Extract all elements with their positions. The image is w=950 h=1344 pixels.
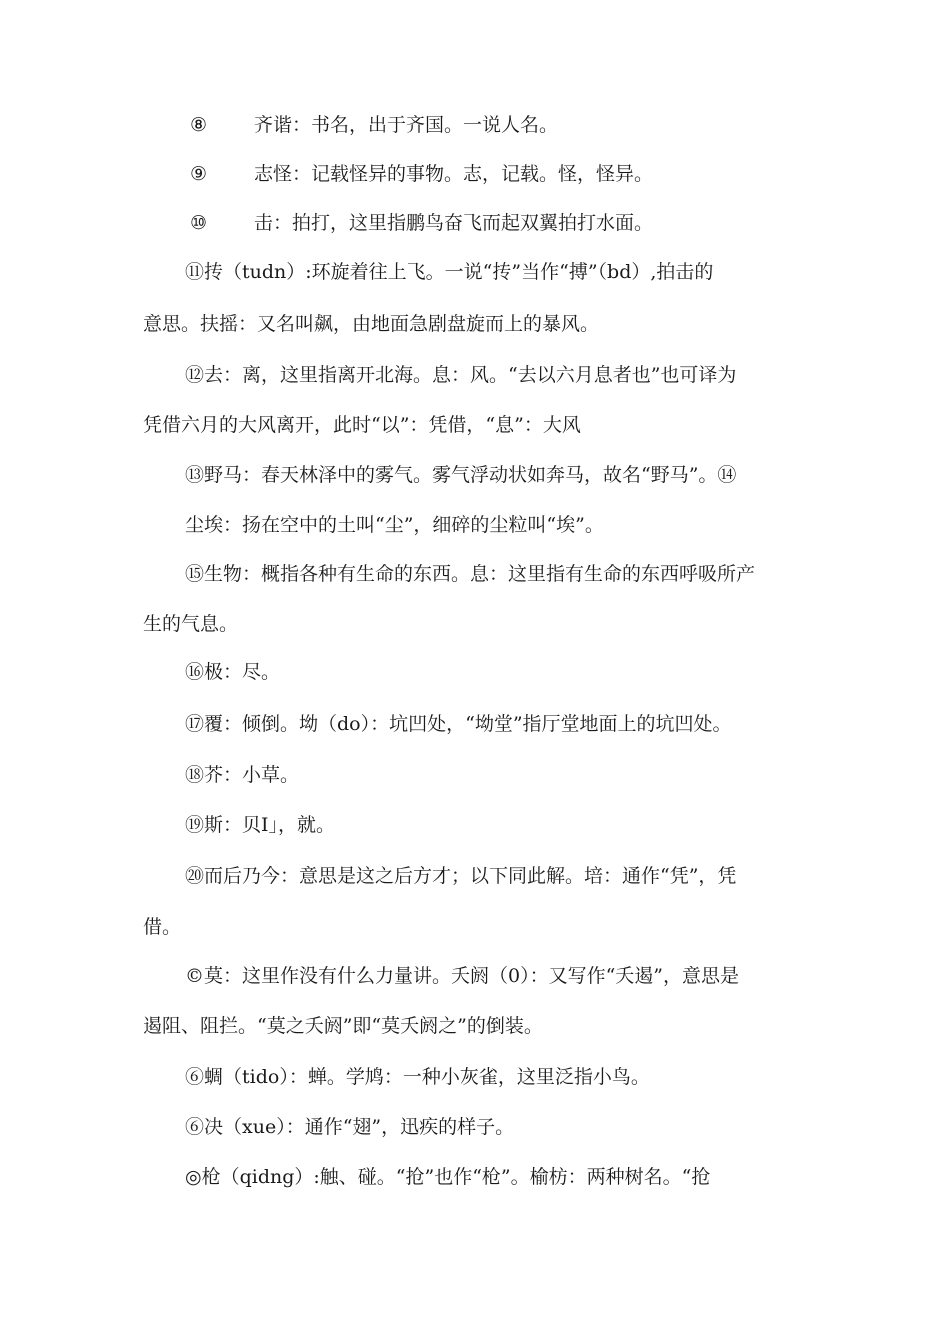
- note-number: ⑩: [190, 212, 208, 234]
- text-line: ⑲斯：贝I」，就。: [185, 814, 336, 836]
- note-text: 齐谐：书名，出于齐国。一说人名。: [254, 114, 559, 136]
- text-line: 凭借六月的大风离开，此时“以”：凭借，“息”：大风: [143, 414, 581, 436]
- note-9: [190, 161, 653, 187]
- text-line: ⑯极：尽。: [185, 661, 281, 683]
- text-line: ⑮生物：概指各种有生命的东西。息：这里指有生命的东西呼吸所产: [185, 563, 756, 585]
- note-8: [190, 112, 558, 138]
- text-line: 意思。扶摇：又名叫飙，由地面急剧盘旋而上的暴风。: [143, 313, 600, 335]
- text-line: 遏阻、阻拦。“莫之夭阏”即“莫夭阏之”的倒装。: [143, 1015, 543, 1037]
- text-line: ⑥蜩（tido）：蝉。学鸠：一种小灰雀，这里泛指小鸟。: [185, 1066, 650, 1088]
- text-line: 生的气息。: [143, 613, 239, 635]
- text-line: ⑥决（xue）：通作“翅”，迅疾的样子。: [185, 1116, 515, 1138]
- text-line: ⑱芥：小草。: [185, 764, 300, 786]
- text-line: ©莫：这里作没有什么力量讲。夭阏（0）：又写作“夭遏”，意思是: [185, 965, 740, 987]
- text-line: 尘埃：扬在空中的土叫“尘”，细碎的尘粒叫“埃”。: [185, 514, 604, 536]
- text-line: 借。: [143, 916, 182, 938]
- note-text: 击：拍打，这里指鹏鸟奋飞而起双翼拍打水面。: [254, 212, 654, 234]
- note-text: 志怪：记载怪异的事物。志，记载。怪，怪异。: [254, 163, 654, 185]
- text-line: ◎枪（qidng）:触、碰。“抢”也作“枪”。榆枋：两种树名。“抢: [185, 1166, 711, 1188]
- note-number: ⑧: [190, 114, 208, 136]
- text-line: ⑬野马：春天林泽中的雾气。雾气浮动状如奔马，故名“野马”。⑭: [185, 464, 737, 486]
- note-number: ⑨: [190, 163, 208, 185]
- text-line: ⑳而后乃今：意思是这之后方才；以下同此解。培：通作“凭”，凭: [185, 865, 737, 887]
- text-line: ⑫去：离，这里指离开北海。息：风。“去以六月息者也”也可译为: [185, 364, 737, 386]
- text-line: ⑪抟（tudn）:环旋着往上飞。一说“抟”当作“搏”（bd）,拍击的: [185, 261, 714, 283]
- note-10: [190, 210, 653, 236]
- text-line: ⑰覆：倾倒。坳（do）：坑凹处，“坳堂”指厅堂地面上的坑凹处。: [185, 713, 732, 735]
